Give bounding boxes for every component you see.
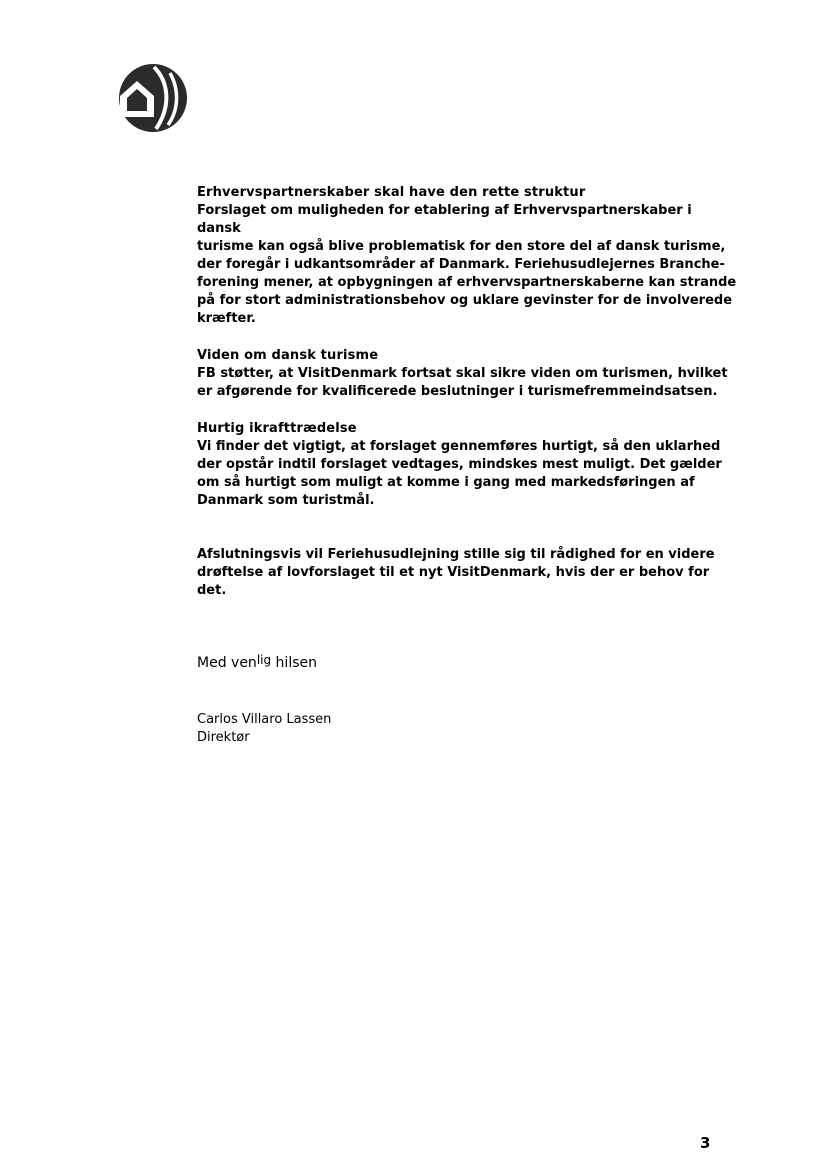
text-line: der foregår i udkantsområder af Danmark. Feriehusudlejernes Branche-	[197, 257, 725, 272]
section-heading: Erhvervspartnerskaber skal have den rette struktur	[197, 185, 586, 200]
text-line: er afgørende for kvalificerede beslutninger i turismefremmeindsatsen.	[197, 384, 718, 399]
text-line: Afslutningsvis vil Feriehusudlejning stille sig til rådighed for en videre	[197, 547, 715, 562]
text-line: det.	[197, 583, 227, 598]
text-line: FB støtter, at VisitDenmark fortsat skal sikre viden om turismen, hvilket	[197, 366, 728, 381]
greeting-text: hilsen	[271, 655, 317, 671]
page-number: 3	[700, 1134, 711, 1152]
section-heading: Viden om dansk turisme	[197, 348, 379, 363]
signature	[197, 711, 737, 747]
text-line: om så hurtigt som muligt at komme i gang med markedsføringen af	[197, 475, 695, 490]
signature-title: Direktør	[197, 730, 250, 745]
letter-body	[197, 184, 737, 747]
text-line: kræfter.	[197, 311, 256, 326]
text-line: Danmark som turistmål.	[197, 493, 375, 508]
text-line: der opstår indtil forslaget vedtages, mindskes mest muligt. Det gælder	[197, 457, 722, 472]
section-paragraph	[197, 438, 737, 510]
signature-name: Carlos Villaro Lassen	[197, 712, 332, 727]
section-ikrafttraedelse	[197, 420, 737, 510]
text-line: Forslaget om muligheden for etablering af Erhvervspartnerskaber i dansk	[197, 203, 692, 236]
greeting-text: Med ven	[197, 655, 257, 671]
text-line: turisme kan også blive problematisk for den store del af dansk turisme,	[197, 239, 726, 254]
text-line: forening mener, at opbygningen af erhvervspartnerskaberne kan strande	[197, 275, 737, 290]
greeting-text-raised: lig	[256, 653, 272, 667]
text-line: drøftelse af lovforslaget til et nyt VisitDenmark, hvis der er behov for	[197, 565, 710, 580]
globe-house-icon	[118, 63, 188, 133]
text-line: Vi finder det vigtigt, at forslaget gennemføres hurtigt, så den uklarhed	[197, 439, 721, 454]
text-line: på for stort administrationsbehov og uklare gevinster for de involverede	[197, 293, 733, 308]
section-paragraph	[197, 365, 737, 401]
section-heading: Hurtig ikrafttrædelse	[197, 421, 357, 436]
closing-paragraph	[197, 546, 737, 600]
greeting	[197, 654, 737, 672]
section-paragraph	[197, 202, 737, 328]
section-viden	[197, 347, 737, 401]
section-erhvervspartnerskaber	[197, 184, 737, 328]
